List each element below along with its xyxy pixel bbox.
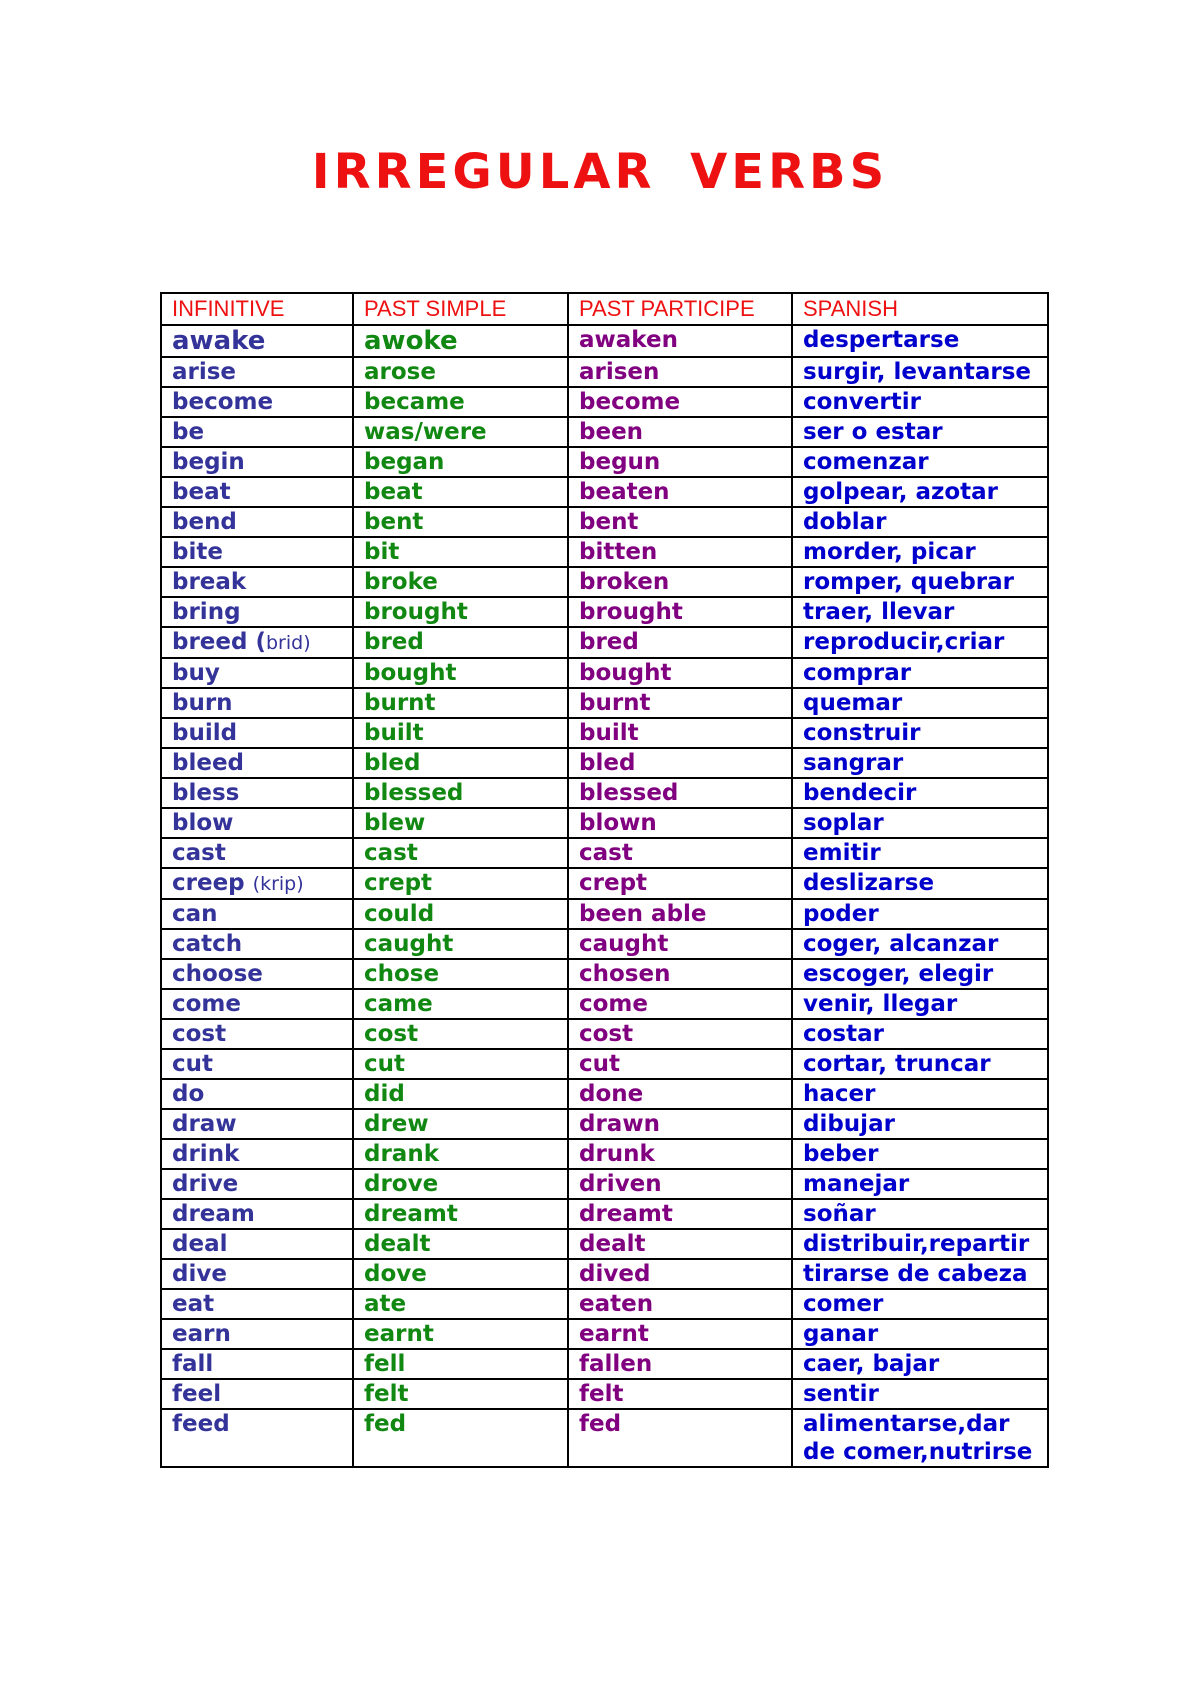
cell-spanish: romper, quebrar: [792, 567, 1048, 597]
table-row: [161, 1349, 1048, 1379]
infinitive-text: arise: [172, 359, 237, 385]
cell-spanish: convertir: [792, 387, 1048, 417]
cell-infinitive: [161, 1409, 353, 1467]
cell-spanish: despertarse: [792, 325, 1048, 357]
infinitive-text: dream: [172, 1201, 255, 1227]
table-row: [161, 357, 1048, 387]
cell-past-simple: blew: [353, 808, 568, 838]
infinitive-text: be: [172, 419, 205, 445]
cell-past-participle: chosen: [568, 959, 792, 989]
cell-past-participle: bred: [568, 627, 792, 658]
table-header-row: [161, 293, 1048, 325]
cell-past-simple: blessed: [353, 778, 568, 808]
cell-past-participle: earnt: [568, 1319, 792, 1349]
cell-past-simple: bred: [353, 627, 568, 658]
cell-spanish: comer: [792, 1289, 1048, 1319]
infinitive-text: burn: [172, 690, 233, 716]
cell-infinitive: [161, 1319, 353, 1349]
cell-spanish: venir, llegar: [792, 989, 1048, 1019]
infinitive-text: choose: [172, 961, 263, 987]
table-row: [161, 868, 1048, 899]
cell-past-participle: crept: [568, 868, 792, 899]
cell-spanish: emitir: [792, 838, 1048, 868]
cell-infinitive: [161, 658, 353, 688]
cell-infinitive: [161, 507, 353, 537]
cell-spanish: surgir, levantarse: [792, 357, 1048, 387]
cell-past-simple: drove: [353, 1169, 568, 1199]
cell-past-participle: done: [568, 1079, 792, 1109]
table-row: [161, 718, 1048, 748]
header-past-simple: PAST SIMPLE: [353, 293, 568, 325]
cell-spanish: golpear, azotar: [792, 477, 1048, 507]
infinitive-text: earn: [172, 1321, 231, 1347]
table-row: [161, 1289, 1048, 1319]
cell-past-participle: blessed: [568, 778, 792, 808]
infinitive-text: eat: [172, 1291, 215, 1317]
cell-past-simple: cast: [353, 838, 568, 868]
cell-infinitive: [161, 868, 353, 899]
cell-past-simple: came: [353, 989, 568, 1019]
cell-past-simple: cost: [353, 1019, 568, 1049]
infinitive-text: come: [172, 991, 241, 1017]
cell-past-simple: burnt: [353, 688, 568, 718]
cell-spanish: ser o estar: [792, 417, 1048, 447]
table-row: [161, 1079, 1048, 1109]
cell-spanish: distribuir,repartir: [792, 1229, 1048, 1259]
cell-infinitive: [161, 718, 353, 748]
cell-past-participle: blown: [568, 808, 792, 838]
cell-past-participle: eaten: [568, 1289, 792, 1319]
cell-past-simple: cut: [353, 1049, 568, 1079]
cell-past-participle: dived: [568, 1259, 792, 1289]
cell-past-simple: drew: [353, 1109, 568, 1139]
cell-past-simple: dove: [353, 1259, 568, 1289]
cell-past-participle: caught: [568, 929, 792, 959]
cell-past-simple: bought: [353, 658, 568, 688]
infinitive-text: blow: [172, 810, 234, 836]
table-row: [161, 1019, 1048, 1049]
cell-spanish: tirarse de cabeza: [792, 1259, 1048, 1289]
cell-past-simple: fed: [353, 1409, 568, 1467]
infinitive-text: beat: [172, 479, 231, 505]
cell-infinitive: [161, 808, 353, 838]
cell-infinitive: [161, 417, 353, 447]
cell-past-participle: bought: [568, 658, 792, 688]
cell-infinitive: [161, 1229, 353, 1259]
cell-past-participle: dreamt: [568, 1199, 792, 1229]
cell-spanish: hacer: [792, 1079, 1048, 1109]
cell-spanish: caer, bajar: [792, 1349, 1048, 1379]
cell-spanish: dibujar: [792, 1109, 1048, 1139]
table-row: [161, 1109, 1048, 1139]
cell-past-simple: ate: [353, 1289, 568, 1319]
cell-past-participle: driven: [568, 1169, 792, 1199]
cell-infinitive: [161, 447, 353, 477]
infinitive-text: break: [172, 569, 247, 595]
infinitive-text: begin: [172, 449, 245, 475]
cell-spanish: costar: [792, 1019, 1048, 1049]
cell-spanish: traer, llevar: [792, 597, 1048, 627]
infinitive-text: bend: [172, 509, 237, 535]
cell-spanish: coger, alcanzar: [792, 929, 1048, 959]
cell-past-participle: cut: [568, 1049, 792, 1079]
table-row: [161, 597, 1048, 627]
cell-infinitive: [161, 325, 353, 357]
cell-spanish: ganar: [792, 1319, 1048, 1349]
cell-past-simple: arose: [353, 357, 568, 387]
table-row: [161, 447, 1048, 477]
infinitive-text: cost: [172, 1021, 227, 1047]
cell-spanish: escoger, elegir: [792, 959, 1048, 989]
cell-infinitive: [161, 1109, 353, 1139]
table-row: [161, 658, 1048, 688]
infinitive-text: feel: [172, 1381, 222, 1407]
cell-past-simple: caught: [353, 929, 568, 959]
table-row: [161, 1319, 1048, 1349]
cell-spanish: reproducir,criar: [792, 627, 1048, 658]
table-row: [161, 838, 1048, 868]
cell-past-simple: felt: [353, 1379, 568, 1409]
cell-past-participle: fed: [568, 1409, 792, 1467]
cell-infinitive: [161, 1379, 353, 1409]
cell-spanish: beber: [792, 1139, 1048, 1169]
infinitive-text: cut: [172, 1051, 214, 1077]
cell-past-participle: brought: [568, 597, 792, 627]
cell-infinitive: [161, 1049, 353, 1079]
table-row: [161, 1139, 1048, 1169]
infinitive-text: become: [172, 389, 274, 415]
table-row: [161, 507, 1048, 537]
cell-infinitive: [161, 537, 353, 567]
cell-infinitive: [161, 1079, 353, 1109]
cell-infinitive: [161, 567, 353, 597]
cell-past-simple: brought: [353, 597, 568, 627]
cell-infinitive: [161, 778, 353, 808]
cell-past-participle: awaken: [568, 325, 792, 357]
cell-past-participle: come: [568, 989, 792, 1019]
table-row: [161, 929, 1048, 959]
infinitive-text: buy: [172, 660, 220, 686]
infinitive-text: drive: [172, 1171, 239, 1197]
cell-infinitive: [161, 1289, 353, 1319]
cell-past-participle: cast: [568, 838, 792, 868]
table-row: [161, 627, 1048, 658]
table-row: [161, 417, 1048, 447]
cell-past-participle: arisen: [568, 357, 792, 387]
cell-past-participle: drawn: [568, 1109, 792, 1139]
pronunciation-text: (krip): [252, 873, 304, 895]
table-body: [161, 325, 1048, 1467]
cell-past-simple: bit: [353, 537, 568, 567]
cell-infinitive: [161, 688, 353, 718]
infinitive-text: awake: [172, 326, 266, 356]
cell-spanish: quemar: [792, 688, 1048, 718]
infinitive-text: breed (: [172, 629, 266, 655]
infinitive-text: drink: [172, 1141, 240, 1167]
cell-past-simple: bent: [353, 507, 568, 537]
cell-past-participle: become: [568, 387, 792, 417]
cell-past-participle: burnt: [568, 688, 792, 718]
cell-infinitive: [161, 597, 353, 627]
cell-spanish: alimentarse,dar de comer,nutrirse: [792, 1409, 1048, 1467]
cell-past-simple: dealt: [353, 1229, 568, 1259]
infinitive-text: deal: [172, 1231, 228, 1257]
cell-past-simple: earnt: [353, 1319, 568, 1349]
cell-past-simple: awoke: [353, 325, 568, 357]
cell-past-simple: began: [353, 447, 568, 477]
infinitive-text: fall: [172, 1351, 214, 1377]
table-row: [161, 688, 1048, 718]
infinitive-text: bless: [172, 780, 240, 806]
cell-infinitive: [161, 1259, 353, 1289]
cell-past-simple: dreamt: [353, 1199, 568, 1229]
cell-past-simple: became: [353, 387, 568, 417]
cell-past-participle: cost: [568, 1019, 792, 1049]
cell-infinitive: [161, 627, 353, 658]
table-row: [161, 567, 1048, 597]
cell-spanish: sangrar: [792, 748, 1048, 778]
header-infinitive: INFINITIVE: [161, 293, 353, 325]
infinitive-text: feed: [172, 1411, 230, 1437]
table-row: [161, 1049, 1048, 1079]
infinitive-text: do: [172, 1081, 205, 1107]
table-row: [161, 1169, 1048, 1199]
table-row: [161, 1409, 1048, 1467]
table-row: [161, 1229, 1048, 1259]
cell-past-simple: built: [353, 718, 568, 748]
cell-past-simple: crept: [353, 868, 568, 899]
cell-spanish: deslizarse: [792, 868, 1048, 899]
table-row: [161, 477, 1048, 507]
cell-infinitive: [161, 357, 353, 387]
cell-infinitive: [161, 899, 353, 929]
cell-past-participle: drunk: [568, 1139, 792, 1169]
cell-spanish: poder: [792, 899, 1048, 929]
cell-infinitive: [161, 929, 353, 959]
cell-past-participle: dealt: [568, 1229, 792, 1259]
cell-past-simple: could: [353, 899, 568, 929]
table-row: [161, 808, 1048, 838]
table-row: [161, 778, 1048, 808]
header-spanish: SPANISH: [792, 293, 1048, 325]
cell-infinitive: [161, 748, 353, 778]
cell-past-participle: beaten: [568, 477, 792, 507]
cell-spanish: comprar: [792, 658, 1048, 688]
header-past-participle: PAST PARTICIPE: [568, 293, 792, 325]
cell-infinitive: [161, 477, 353, 507]
infinitive-text: dive: [172, 1261, 227, 1287]
table-row: [161, 959, 1048, 989]
cell-past-participle: built: [568, 718, 792, 748]
table-row: [161, 989, 1048, 1019]
table-row: [161, 1259, 1048, 1289]
infinitive-text: draw: [172, 1111, 237, 1137]
infinitive-text: bring: [172, 599, 241, 625]
page-title: IRREGULAR VERBS: [311, 144, 889, 200]
table-row: [161, 748, 1048, 778]
cell-past-participle: fallen: [568, 1349, 792, 1379]
cell-infinitive: [161, 1019, 353, 1049]
cell-past-simple: broke: [353, 567, 568, 597]
cell-infinitive: [161, 1169, 353, 1199]
cell-past-simple: did: [353, 1079, 568, 1109]
cell-spanish: sentir: [792, 1379, 1048, 1409]
cell-past-simple: fell: [353, 1349, 568, 1379]
cell-past-participle: bitten: [568, 537, 792, 567]
table-row: [161, 325, 1048, 357]
infinitive-text: bleed: [172, 750, 245, 776]
cell-past-participle: been: [568, 417, 792, 447]
cell-past-participle: bled: [568, 748, 792, 778]
cell-infinitive: [161, 1139, 353, 1169]
cell-infinitive: [161, 387, 353, 417]
cell-past-participle: bent: [568, 507, 792, 537]
cell-spanish: comenzar: [792, 447, 1048, 477]
cell-past-participle: begun: [568, 447, 792, 477]
cell-spanish: soñar: [792, 1199, 1048, 1229]
table-row: [161, 1379, 1048, 1409]
infinitive-text: bite: [172, 539, 223, 565]
cell-past-participle: felt: [568, 1379, 792, 1409]
table-row: [161, 537, 1048, 567]
infinitive-text: cast: [172, 840, 226, 866]
cell-infinitive: [161, 959, 353, 989]
cell-spanish: bendecir: [792, 778, 1048, 808]
cell-past-participle: been able: [568, 899, 792, 929]
cell-spanish: soplar: [792, 808, 1048, 838]
cell-past-simple: drank: [353, 1139, 568, 1169]
cell-past-simple: beat: [353, 477, 568, 507]
cell-past-simple: was/were: [353, 417, 568, 447]
table-row: [161, 899, 1048, 929]
infinitive-text: can: [172, 901, 218, 927]
pronunciation-text: brid): [266, 632, 311, 654]
cell-past-simple: chose: [353, 959, 568, 989]
infinitive-text: creep: [172, 870, 253, 896]
cell-spanish: doblar: [792, 507, 1048, 537]
cell-infinitive: [161, 1199, 353, 1229]
cell-infinitive: [161, 838, 353, 868]
table-row: [161, 1199, 1048, 1229]
infinitive-text: catch: [172, 931, 243, 957]
cell-past-participle: broken: [568, 567, 792, 597]
irregular-verbs-table: [160, 292, 1049, 1468]
cell-spanish: construir: [792, 718, 1048, 748]
cell-infinitive: [161, 989, 353, 1019]
cell-spanish: manejar: [792, 1169, 1048, 1199]
cell-spanish: morder, picar: [792, 537, 1048, 567]
cell-infinitive: [161, 1349, 353, 1379]
cell-past-simple: bled: [353, 748, 568, 778]
cell-spanish: cortar, truncar: [792, 1049, 1048, 1079]
infinitive-text: build: [172, 720, 238, 746]
table-row: [161, 387, 1048, 417]
